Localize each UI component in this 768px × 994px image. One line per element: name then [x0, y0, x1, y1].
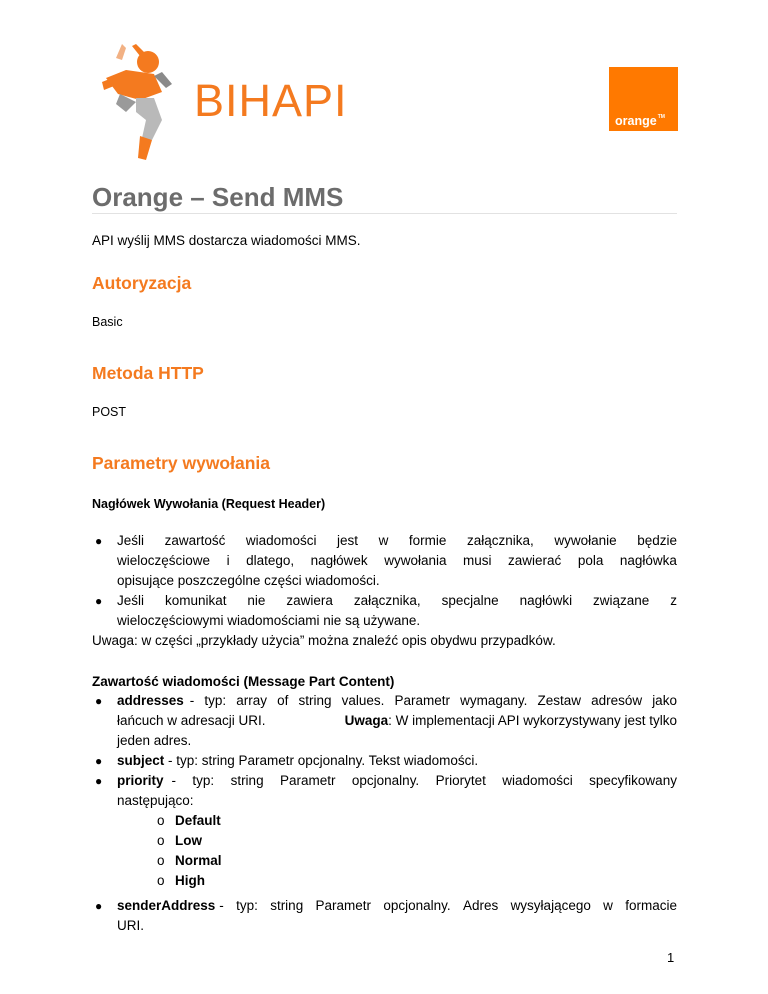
- justified-line: [190, 691, 677, 711]
- priority-option: o High: [175, 871, 205, 891]
- bullet-icon: ●: [95, 754, 103, 768]
- word: załącznika,: [353, 593, 421, 608]
- word: wywołania: [384, 553, 447, 568]
- word: musi: [463, 553, 492, 568]
- word: values.: [341, 693, 385, 708]
- trademark-mark: TM: [657, 113, 665, 120]
- justified-line: [117, 591, 677, 611]
- justified-line: [172, 771, 677, 791]
- param-subject: ● subject - typ: string Parametr opcjonalny. Tekst wiadomości.: [117, 751, 677, 771]
- word: jest: [337, 533, 359, 548]
- word: -: [189, 693, 195, 708]
- word: załącznika,: [466, 533, 534, 548]
- circle-bullet-icon: o: [157, 873, 165, 888]
- word: Adres: [462, 898, 499, 913]
- word: wiadomości: [245, 533, 317, 548]
- word: dlatego,: [246, 553, 295, 568]
- word: wieloczęściowe: [117, 553, 211, 568]
- param-name: addresses: [117, 693, 184, 708]
- word: array: [236, 693, 268, 708]
- word: komunikat: [164, 593, 227, 608]
- word: string: [298, 693, 332, 708]
- word: w: [603, 898, 613, 913]
- circle-bullet-icon: o: [157, 813, 165, 828]
- bullet-icon: ●: [95, 774, 103, 788]
- orange-logo: [609, 67, 678, 131]
- param-priority: ● priority - typ: string Parametr opcjonalny. Priorytet wiadomości specyfikowany następująco:: [95, 773, 677, 808]
- word: string: [230, 773, 264, 788]
- word: z: [670, 593, 677, 608]
- request-header-bullet-1: ● Jeśli zawartość wiadomości jest w formie załącznika, wywołanie będzie wieloczęściowe i dlatego, nagłówek wywołania musi zawierać pola nagłówka opisujące poszczególne części wiadomości.: [95, 533, 677, 588]
- intro-text: API wyślij MMS dostarcza wiadomości MMS.: [92, 233, 361, 248]
- page-number: 1: [667, 950, 675, 965]
- word: będzie: [637, 533, 677, 548]
- word: typ:: [204, 693, 227, 708]
- param-sender-address: ● senderAddress - typ: string Parametr opcjonalny. Adres wysyłającego w formacie URI.: [95, 898, 677, 933]
- word: formie: [408, 533, 447, 548]
- word: wysyłającego: [510, 898, 591, 913]
- word: nie: [247, 593, 266, 608]
- param-name: subject: [117, 753, 165, 768]
- heading-auth: Autoryzacja: [92, 273, 192, 293]
- priority-option: o Normal: [175, 851, 222, 871]
- request-header-bullet-2: ● Jeśli komunikat nie zawiera załącznika, specjalne nagłówki związane z wieloczęściowymi wiadomościami nie są używane.: [95, 593, 677, 628]
- word: i: [226, 553, 230, 568]
- message-content-heading: Zawartość wiadomości (Message Part Content): [92, 674, 395, 689]
- word: typ:: [192, 773, 215, 788]
- word: Jeśli: [117, 593, 145, 608]
- word: opcjonalny.: [383, 898, 451, 913]
- heading-method: Metoda HTTP: [92, 363, 204, 383]
- word: of: [277, 693, 289, 708]
- word: Jeśli: [117, 533, 145, 548]
- word: zawiera: [286, 593, 333, 608]
- bullet-icon: ●: [95, 899, 103, 913]
- bihapi-wordmark: BIHAPI: [194, 75, 348, 126]
- word: string: [270, 898, 304, 913]
- param-name: senderAddress: [117, 898, 216, 913]
- word: opcjonalny.: [351, 773, 420, 788]
- request-header-heading: Nagłówek Wywołania (Request Header): [92, 497, 326, 511]
- priority-option: o Default: [175, 811, 221, 831]
- word: wywołanie: [554, 533, 617, 548]
- param-name: priority: [117, 773, 164, 788]
- word: w: [378, 533, 389, 548]
- word: jako: [652, 693, 677, 708]
- word: związane: [593, 593, 650, 608]
- param-addresses: ● addresses - typ: array of string values. Parametr wymagany. Zestaw adresów jako łańcuch w adresacji URI. Uwaga: W implementacji API wykorzystywany jest tylko jeden adres.: [95, 693, 677, 748]
- word: wiadomości: [502, 773, 573, 788]
- method-value: POST: [92, 405, 127, 419]
- word: nagłówek: [310, 553, 368, 568]
- bullet-icon: ●: [95, 534, 103, 548]
- word: adresów: [591, 693, 643, 708]
- circle-bullet-icon: o: [157, 853, 165, 868]
- word: formacie: [625, 898, 677, 913]
- word: nagłówka: [619, 553, 677, 568]
- word: Priorytet: [435, 773, 486, 788]
- word: specjalne: [441, 593, 499, 608]
- page-title: Orange – Send MMS: [92, 182, 344, 212]
- justified-line: [117, 531, 677, 551]
- circle-bullet-icon: o: [157, 833, 165, 848]
- word: Parametr: [315, 898, 372, 913]
- word: Parametr: [279, 773, 336, 788]
- priority-option: o Low: [175, 831, 202, 851]
- word: nagłówki: [519, 593, 573, 608]
- justified-line: [117, 551, 677, 571]
- word: -: [171, 773, 177, 788]
- word: Zestaw: [537, 693, 581, 708]
- word: wymagany.: [460, 693, 528, 708]
- word: Parametr: [394, 693, 450, 708]
- title-divider: [92, 213, 677, 214]
- orange-wordmark: orange: [615, 113, 657, 128]
- bihapi-logo: [96, 42, 348, 170]
- justified-line: [219, 896, 677, 916]
- word: zawartość: [164, 533, 226, 548]
- word: zawierać: [508, 553, 562, 568]
- bullet-icon: ●: [95, 694, 103, 708]
- word: typ:: [236, 898, 258, 913]
- heading-params: Parametry wywołania: [92, 453, 270, 473]
- word: specyfikowany: [589, 773, 677, 788]
- bullet-icon: ●: [95, 594, 103, 608]
- word: pola: [577, 553, 604, 568]
- auth-value: Basic: [92, 315, 123, 329]
- word: -: [219, 898, 224, 913]
- request-header-note: Uwaga: w części „przykłady użycia” można znaleźć opis obydwu przypadków.: [92, 633, 556, 648]
